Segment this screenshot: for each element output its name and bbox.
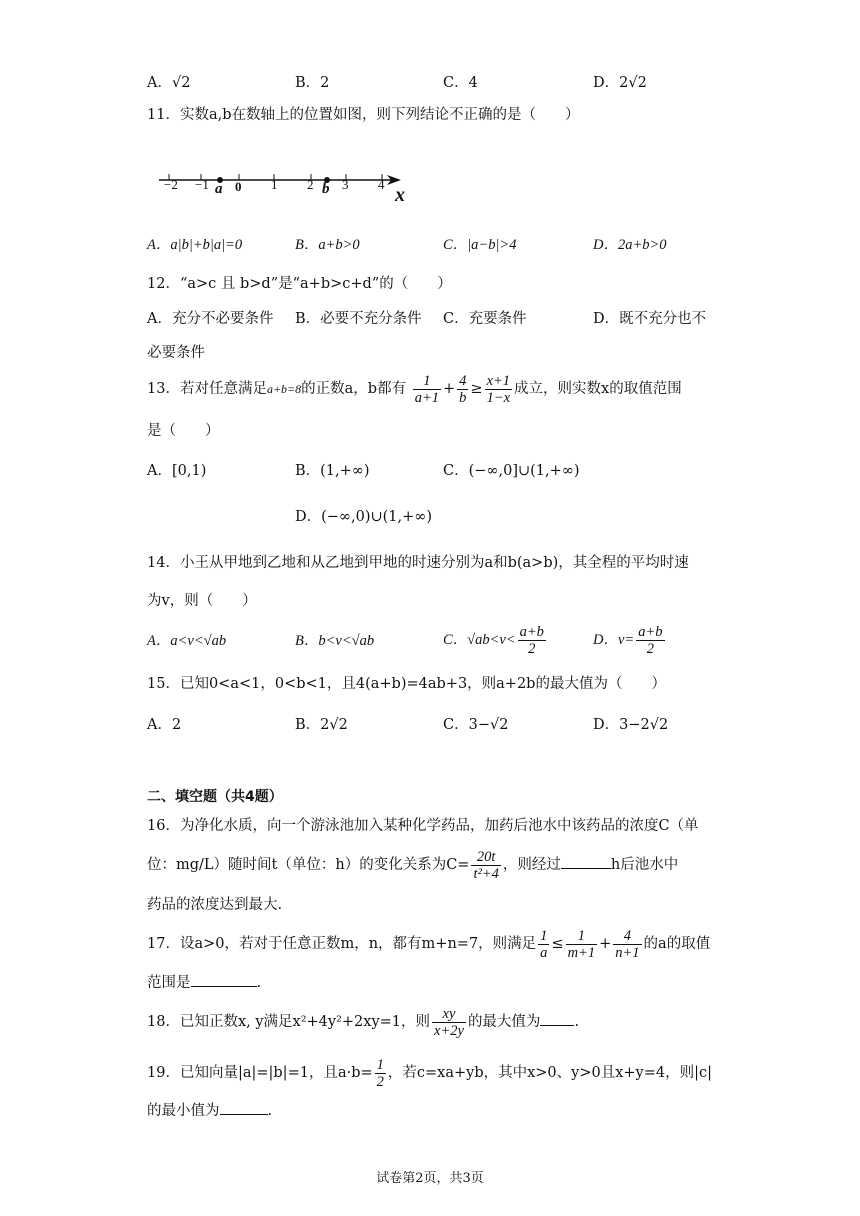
q12-option-a: A．充分不必要条件 [147, 311, 274, 327]
q11-stem: 11．实数a,b在数轴上的位置如图，则下列结论不正确的是（ ） [147, 107, 580, 123]
q15-option-d: D．3−2√2 [593, 717, 669, 733]
q16-line-3: 药品的浓度达到最大. [147, 897, 283, 913]
q13-option-d: D．(−∞,0)∪(1,+∞) [295, 509, 433, 525]
q13-option-b: B．(1,+∞) [295, 463, 370, 479]
q15-option-c: C．3−√2 [443, 717, 509, 733]
q11-option-c: C．|a−b|>4 [443, 237, 517, 253]
q13-stem-c: 成立，则实数x的取值范围 [514, 381, 682, 397]
tick-label-2: 2 [307, 177, 314, 192]
q17-frac-2: $\frac{1}{m+1}$ [567, 927, 596, 961]
q13-stem-a: 13．若对任意满足 [147, 381, 267, 397]
q18-frac: $\frac{xy}{x+2y}$ [434, 1005, 464, 1039]
tick-label-neg2: −2 [164, 177, 178, 192]
q19-line-1: 19．已知向量|a|=|b|=1，且a·b= $\frac{1}{2}$ ，若c=xa+yb，其中x>0、y>0且x+y=4，则|c| [147, 1056, 713, 1090]
q11-option-b: B．a+b>0 [295, 237, 360, 253]
tick-label-4: 4 [378, 177, 385, 192]
q13-option-a: A．[0,1) [147, 463, 207, 479]
q14-option-a: A．a<v<√ab [147, 633, 227, 649]
q13-stem: 13．若对任意满足a+b=8的正数a，b都有 $\frac{1}{a+1}$ + $\frac{4}{b}$ ≥ $\frac{x+1}{1-x}$ 成立，则实数x的取值范围 [147, 372, 682, 406]
tick-label-0: 0 [235, 179, 242, 194]
q14-option-c: C．√ab<v< $\frac{a+b}{2}$ [443, 624, 544, 658]
page-footer: 试卷第2页，共3页 [376, 1171, 484, 1186]
q12-option-d-continued: 必要条件 [147, 345, 205, 361]
q13-frac-1: $\frac{1}{a+1}$ [414, 372, 439, 406]
q14-option-c-frac: $\frac{a+b}{2}$ [519, 624, 544, 658]
axis-var-label: x [395, 184, 405, 206]
q10-option-a: A．√2 [147, 75, 191, 91]
number-line-figure [155, 160, 415, 210]
q19-answer-blank[interactable] [220, 1100, 268, 1115]
q13-frac-2: $\frac{4}{b}$ [459, 372, 467, 406]
q12-option-c: C．充要条件 [443, 311, 527, 327]
q19-line-2: 的最小值为 . [147, 1100, 272, 1122]
q16-line-1: 16．为净化水质，向一个游泳池加入某种化学药品，加药后池水中该药品的浓度C（单 [147, 818, 699, 834]
q14-option-d-frac: $\frac{a+b}{2}$ [638, 624, 663, 658]
q13-option-c: C．(−∞,0]∪(1,+∞) [443, 463, 580, 479]
q13-stem-b: 的正数a，b都有 [301, 381, 407, 397]
q16-line-2: 位：mg/L）随时间t（单位：h）的变化关系为C= $\frac{20t}{\text{t²+4}}$ ，则经过 h后池水中 [147, 848, 679, 882]
q12-option-b: B．必要不充分条件 [295, 311, 422, 327]
q17-frac-1: $\frac{1}{a}$ [540, 927, 548, 961]
q16-frac: $\frac{20t}{\text{t²+4}}$ [473, 848, 499, 882]
q12-option-d: D．既不充分也不 [593, 311, 707, 327]
q13-stem-continued: 是（ ） [147, 423, 220, 439]
q17-line-2: 范围是 . [147, 972, 261, 994]
q17-frac-3: $\frac{4}{n+1}$ [615, 927, 640, 961]
point-a-label: a [215, 181, 223, 197]
q14-stem: 14．小王从甲地到乙地和从乙地到甲地的时速分别为a和b(a>b)，其全程的平均时速 [147, 555, 689, 571]
q18-answer-blank[interactable] [540, 1011, 574, 1026]
point-b-label: b [322, 181, 330, 197]
q15-option-b: B．2√2 [295, 717, 348, 733]
q17-answer-blank[interactable] [191, 972, 257, 987]
q13-condition: a+b=8 [266, 382, 302, 396]
tick-label-neg1: −1 [195, 177, 209, 192]
section-heading: 二、填空题（共4题） [147, 789, 283, 805]
q14-stem-continued: 为v，则（ ） [147, 593, 257, 609]
tick-label-1: 1 [271, 177, 278, 192]
q11-option-a: A．a|b|+b|a|=0 [147, 237, 243, 253]
q12-stem: 12．“a>c 且 b>d”是“a+b>c+d”的（ ） [147, 276, 452, 292]
tick-label-3: 3 [342, 177, 349, 192]
q18-line: 18．已知正数x, y满足x²+4y²+2xy=1，则 $\frac{xy}{x+2y}$ 的最大值为 . [147, 1005, 580, 1039]
q15-stem: 15．已知0<a<1，0<b<1，且4(a+b)=4ab+3，则a+2b的最大值为（ ） [147, 676, 666, 692]
q10-option-d: D．2√2 [593, 75, 647, 91]
q16-answer-blank[interactable] [561, 854, 611, 869]
q13-frac-3: $\frac{x+1}{1-x}$ [486, 372, 511, 406]
q19-frac: $\frac{1}{2}$ [376, 1056, 384, 1090]
q10-option-c: C．4 [443, 75, 478, 91]
q14-option-b: B．b<v<√ab [295, 633, 375, 649]
q17-line-1: 17．设a>0，若对于任意正数m，n，都有m+n=7，则满足 $\frac{1}{a}$ ≤ $\frac{1}{m+1}$ + $\frac{4}{n+1}$ 的a的取值 [147, 927, 711, 961]
q15-option-a: A．2 [147, 717, 182, 733]
q10-option-b: B．2 [295, 75, 330, 91]
q14-option-d: D．v= $\frac{a+b}{2}$ [593, 624, 663, 658]
q11-option-d: D．2a+b>0 [593, 237, 667, 253]
